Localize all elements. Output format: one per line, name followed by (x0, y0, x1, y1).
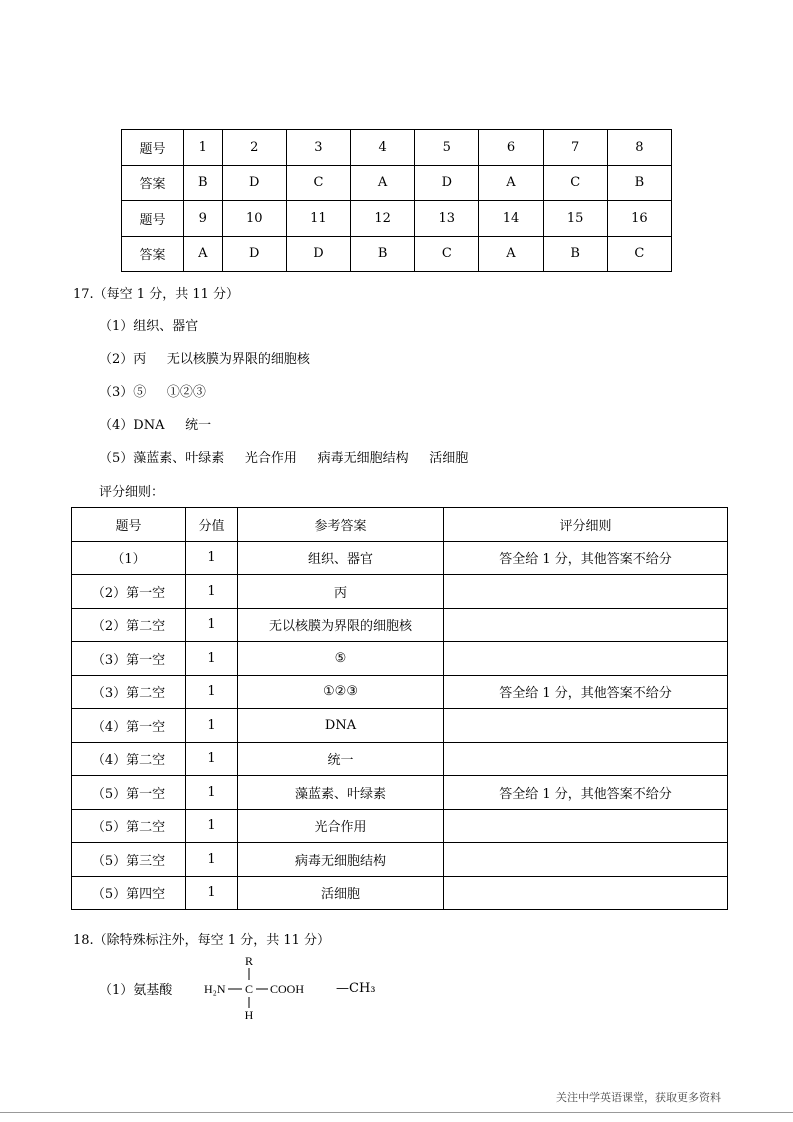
scoring-row (72, 876, 728, 910)
formula-r-group: R (244, 954, 254, 968)
question-cell: （4）第二空 (72, 742, 186, 776)
question-cell: （5）第四空 (72, 876, 186, 910)
footer-text: 关注中学英语课堂，获取更多资料 (556, 1091, 721, 1104)
reference-answer-cell: 统一 (238, 742, 444, 776)
score-cell: 1 (186, 742, 238, 776)
answer-cell: A (184, 236, 223, 272)
scoring-row (72, 642, 728, 676)
amino-acid-structural-formula (200, 953, 340, 1023)
scoring-rule-cell: 答全给 1 分，其他答案不给分 (444, 541, 728, 575)
scoring-row (72, 675, 728, 709)
reference-answer-cell: 藻蓝素、叶绿素 (238, 776, 444, 810)
reference-answer-cell: 活细胞 (238, 876, 444, 910)
score-cell: 1 (186, 709, 238, 743)
formula-amino-group: H₂N (204, 982, 226, 996)
scoring-rule-cell (444, 843, 728, 877)
q18-methyl-answer: —CH₃ (336, 981, 376, 996)
formula-alpha-carbon: C (244, 982, 254, 996)
reference-answer-cell: 组织、器官 (238, 541, 444, 575)
answer-cell: A (479, 165, 543, 201)
scoring-rule-cell: 答全给 1 分，其他答案不给分 (444, 675, 728, 709)
score-cell: 1 (186, 876, 238, 910)
answer-table-row (122, 236, 672, 272)
question-cell: （5）第二空 (72, 809, 186, 843)
question-cell: （4）第一空 (72, 709, 186, 743)
scoring-row (72, 843, 728, 877)
answer-cell: A (479, 236, 543, 272)
scoring-rule-cell (444, 575, 728, 609)
scoring-heading: 评分细则： (99, 485, 165, 500)
answer-cell: 4 (351, 130, 415, 166)
q17-answer-4: （4）DNA 统一 (99, 418, 212, 433)
score-cell: 1 (186, 675, 238, 709)
scoring-table (71, 507, 728, 910)
row-label: 题号 (122, 130, 184, 166)
answer-cell: C (543, 165, 607, 201)
formula-hydrogen: H (244, 1008, 254, 1022)
row-label: 题号 (122, 201, 184, 237)
scoring-row (72, 742, 728, 776)
question-cell: （3）第二空 (72, 675, 186, 709)
header-question: 题号 (72, 508, 186, 542)
header-score: 分值 (186, 508, 238, 542)
scoring-row (72, 776, 728, 810)
answer-cell: 3 (286, 130, 350, 166)
q17-answer-5: （5）藻蓝素、叶绿素 光合作用 病毒无细胞结构 活细胞 (99, 451, 469, 466)
answer-table-row (122, 130, 672, 166)
scoring-rule-cell (444, 809, 728, 843)
question-cell: （2）第二空 (72, 608, 186, 642)
q18-answer-label: （1）氨基酸 (99, 983, 173, 998)
answer-cell: 10 (222, 201, 286, 237)
scoring-rule-cell (444, 876, 728, 910)
answer-cell: 6 (479, 130, 543, 166)
answer-cell: D (222, 165, 286, 201)
answer-cell: D (286, 236, 350, 272)
q17-answer-2: （2）丙 无以核膜为界限的细胞核 (99, 352, 310, 367)
formula-carboxyl-group: COOH (270, 982, 305, 996)
q17-answer-3: （3）⑤ ①②③ (99, 385, 206, 400)
answer-cell: 13 (415, 201, 479, 237)
answer-cell: 11 (286, 201, 350, 237)
scoring-row (72, 709, 728, 743)
reference-answer-cell: 无以核膜为界限的细胞核 (238, 608, 444, 642)
row-label: 答案 (122, 165, 184, 201)
scoring-row (72, 541, 728, 575)
q18-heading: 18.（除特殊标注外，每空 1 分，共 11 分） (73, 933, 331, 948)
question-cell: （2）第一空 (72, 575, 186, 609)
answer-cell: 1 (184, 130, 223, 166)
answer-cell: B (607, 165, 671, 201)
answer-cell: 8 (607, 130, 671, 166)
answer-cell: A (351, 165, 415, 201)
answer-cell: D (222, 236, 286, 272)
reference-answer-cell: DNA (238, 709, 444, 743)
q17-heading: 17.（每空 1 分，共 11 分） (73, 287, 240, 302)
scoring-rule-cell (444, 608, 728, 642)
answer-cell: C (415, 236, 479, 272)
answer-cell: 14 (479, 201, 543, 237)
answer-cell: C (607, 236, 671, 272)
answer-table-row (122, 201, 672, 237)
score-cell: 1 (186, 575, 238, 609)
footer-divider (0, 1112, 793, 1113)
reference-answer-cell: ⑤ (238, 642, 444, 676)
question-cell: （5）第一空 (72, 776, 186, 810)
scoring-header-row (72, 508, 728, 542)
reference-answer-cell: 病毒无细胞结构 (238, 843, 444, 877)
score-cell: 1 (186, 541, 238, 575)
score-cell: 1 (186, 642, 238, 676)
scoring-rule-cell: 答全给 1 分，其他答案不给分 (444, 776, 728, 810)
score-cell: 1 (186, 843, 238, 877)
answer-cell: 2 (222, 130, 286, 166)
answer-cell: C (286, 165, 350, 201)
answer-cell: 9 (184, 201, 223, 237)
answer-cell: 15 (543, 201, 607, 237)
answer-cell: 5 (415, 130, 479, 166)
answer-cell: D (415, 165, 479, 201)
answer-table (121, 129, 672, 272)
reference-answer-cell: 光合作用 (238, 809, 444, 843)
answer-table-row (122, 165, 672, 201)
header-reference-answer: 参考答案 (238, 508, 444, 542)
answer-cell: B (543, 236, 607, 272)
q17-answer-1: （1）组织、器官 (99, 319, 199, 334)
question-cell: （5）第三空 (72, 843, 186, 877)
answer-cell: 12 (351, 201, 415, 237)
reference-answer-cell: ①②③ (238, 675, 444, 709)
answer-cell: B (184, 165, 223, 201)
scoring-rule-cell (444, 742, 728, 776)
scoring-rule-cell (444, 642, 728, 676)
score-cell: 1 (186, 809, 238, 843)
row-label: 答案 (122, 236, 184, 272)
score-cell: 1 (186, 608, 238, 642)
scoring-row (72, 575, 728, 609)
scoring-row (72, 608, 728, 642)
answer-cell: 16 (607, 201, 671, 237)
header-scoring-rule: 评分细则 (444, 508, 728, 542)
scoring-row (72, 809, 728, 843)
scoring-rule-cell (444, 709, 728, 743)
question-cell: （1） (72, 541, 186, 575)
reference-answer-cell: 丙 (238, 575, 444, 609)
answer-cell: B (351, 236, 415, 272)
question-cell: （3）第一空 (72, 642, 186, 676)
score-cell: 1 (186, 776, 238, 810)
answer-cell: 7 (543, 130, 607, 166)
